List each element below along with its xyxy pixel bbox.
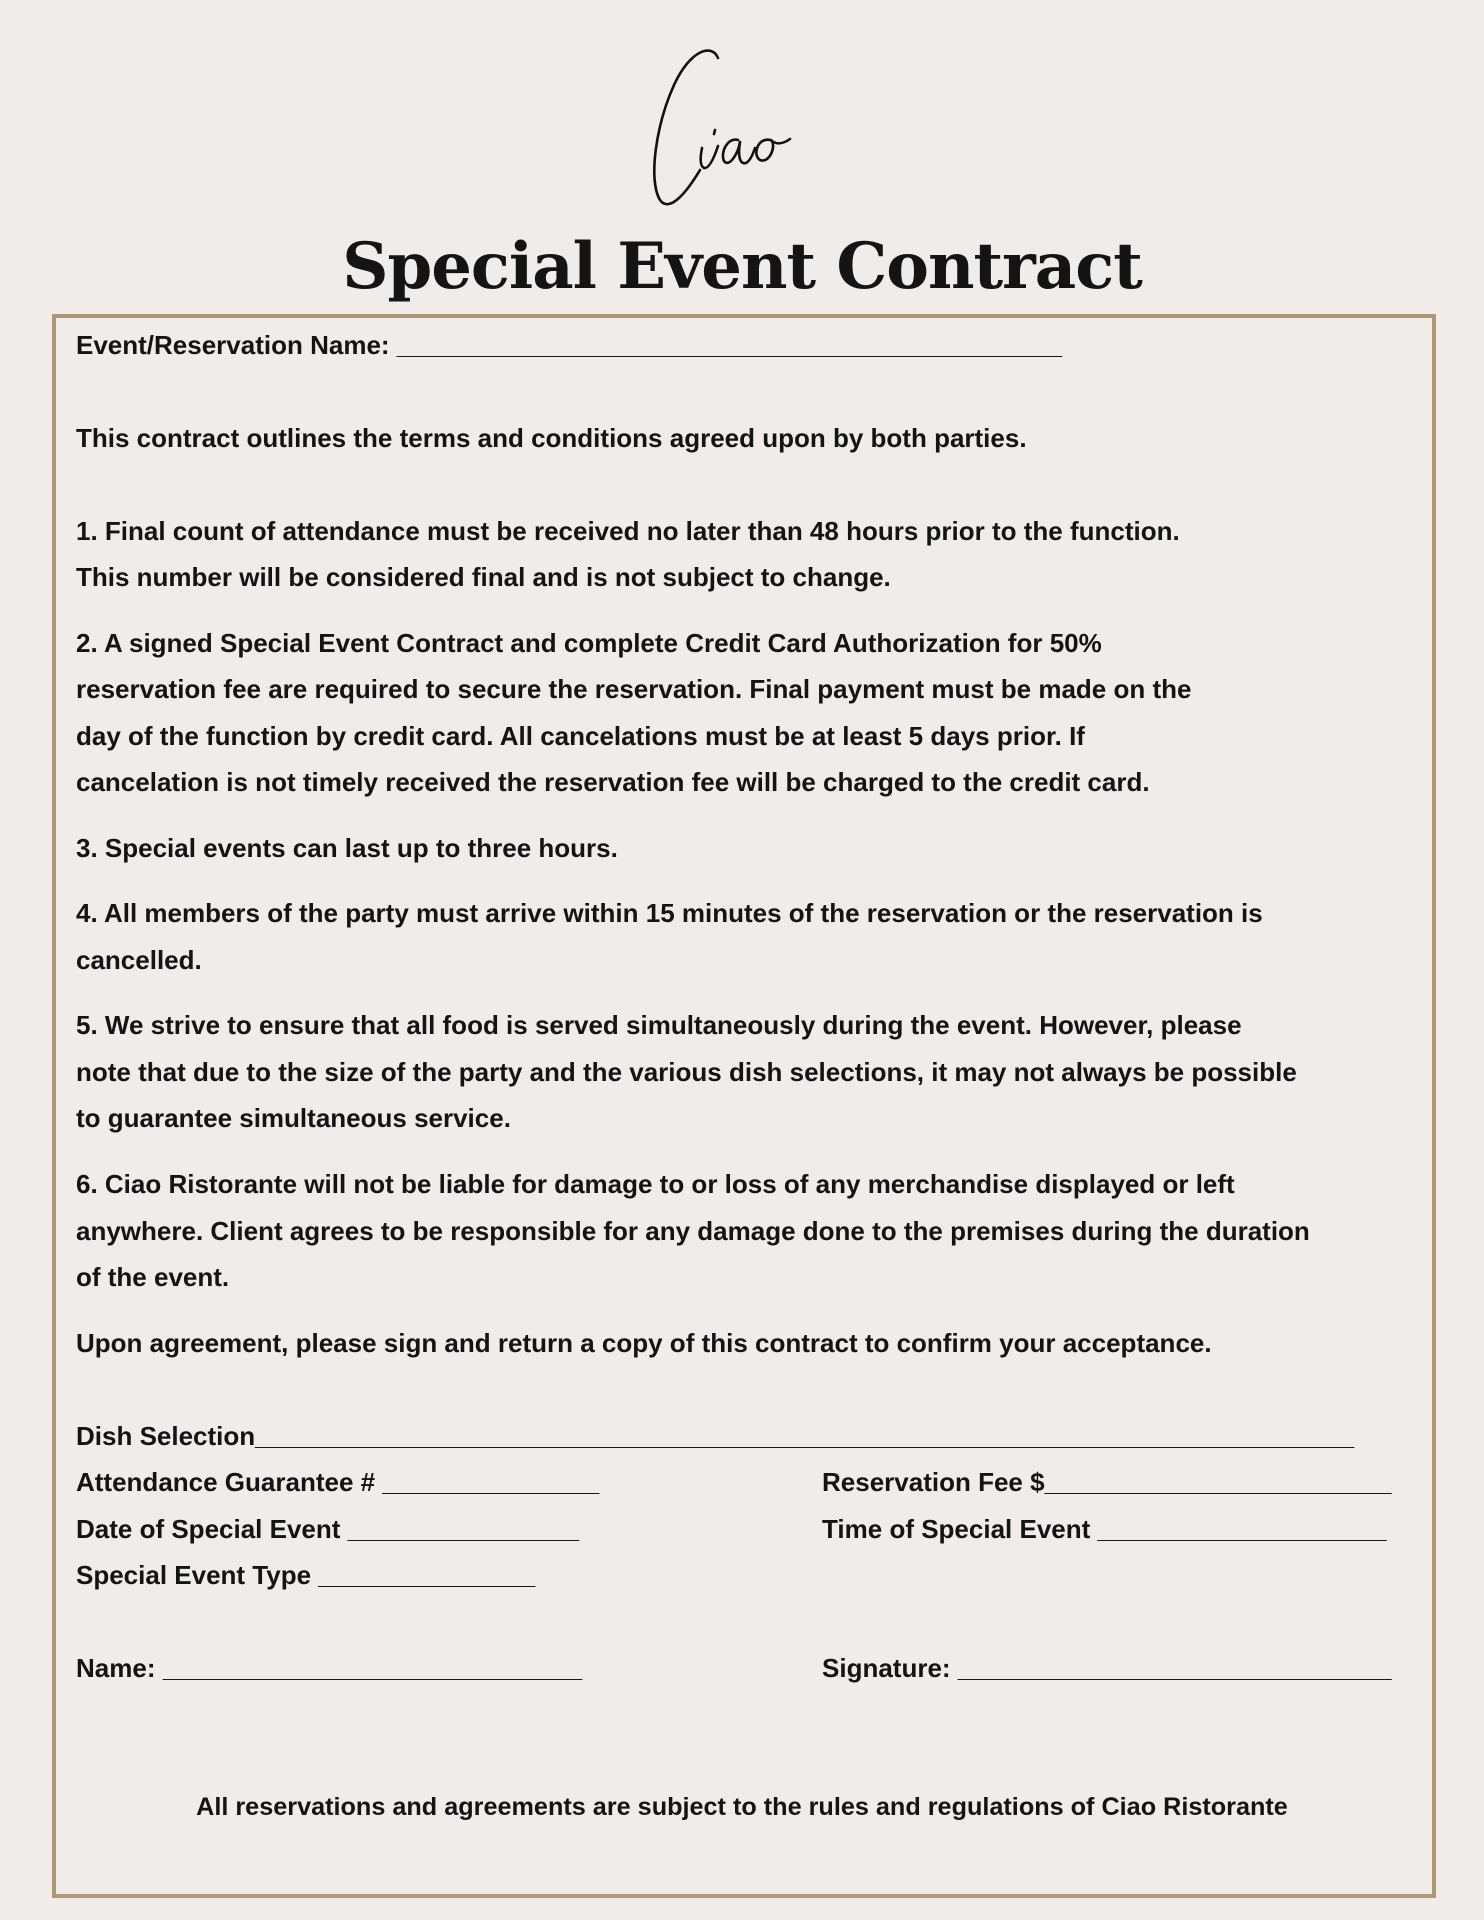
dish-selection-field[interactable]: Dish Selection____________________________________________________________________________ (76, 1421, 1355, 1451)
attendance-guarantee-field[interactable]: Attendance Guarantee # _______________ (76, 1467, 600, 1497)
term-5-line-2: note that due to the size of the party and the various dish selections, it may not always be possible (76, 1057, 1297, 1087)
agreement-text: Upon agreement, please sign and return a copy of this contract to confirm your acceptance. (76, 1328, 1212, 1358)
name-field[interactable]: Name: _____________________________ (76, 1653, 583, 1683)
page-title: Special Event Contract (342, 229, 1142, 304)
term-4-line-1: 4. All members of the party must arrive within 15 minutes of the reservation or the reservation is (76, 898, 1263, 928)
term-2-line-3: day of the function by credit card. All cancelations must be at least 5 days prior. If (76, 721, 1085, 751)
ciao-logo (630, 40, 850, 230)
term-3-line-1: 3. Special events can last up to three hours. (76, 833, 618, 863)
event-type-field[interactable]: Special Event Type _______________ (76, 1560, 536, 1590)
term-5-line-1: 5. We strive to ensure that all food is served simultaneously during the event. However, please (76, 1010, 1242, 1040)
contract-intro: This contract outlines the terms and conditions agreed upon by both parties. (76, 423, 1027, 453)
term-1-line-2: This number will be considered final and is not subject to change. (76, 562, 891, 592)
term-6-line-3: of the event. (76, 1262, 230, 1292)
reservation-fee-field[interactable]: Reservation Fee $________________________ (822, 1467, 1392, 1497)
term-6-line-1: 6. Ciao Ristorante will not be liable for damage to or loss of any merchandise displayed or left (76, 1169, 1235, 1199)
term-4-line-2: cancelled. (76, 945, 202, 975)
reservation-name-field[interactable]: Event/Reservation Name: ______________________________________________ (76, 330, 1062, 360)
term-2-line-1: 2. A signed Special Event Contract and complete Credit Card Authorization for 50% (76, 628, 1102, 658)
term-6-line-2: anywhere. Client agrees to be responsible for any damage done to the premises during the duration (76, 1216, 1310, 1246)
signature-field[interactable]: Signature: ______________________________ (822, 1653, 1392, 1683)
term-1-line-1: 1. Final count of attendance must be received no later than 48 hours prior to the function. (76, 516, 1180, 546)
event-time-field[interactable]: Time of Special Event ____________________ (822, 1514, 1387, 1544)
term-2-line-2: reservation fee are required to secure the reservation. Final payment must be made on the (76, 674, 1192, 704)
event-date-field[interactable]: Date of Special Event ________________ (76, 1514, 580, 1544)
term-2-line-4: cancelation is not timely received the reservation fee will be charged to the credit card. (76, 767, 1150, 797)
term-5-line-3: to guarantee simultaneous service. (76, 1103, 511, 1133)
footer-note: All reservations and agreements are subject to the rules and regulations of Ciao Ristorante (196, 1793, 1288, 1821)
